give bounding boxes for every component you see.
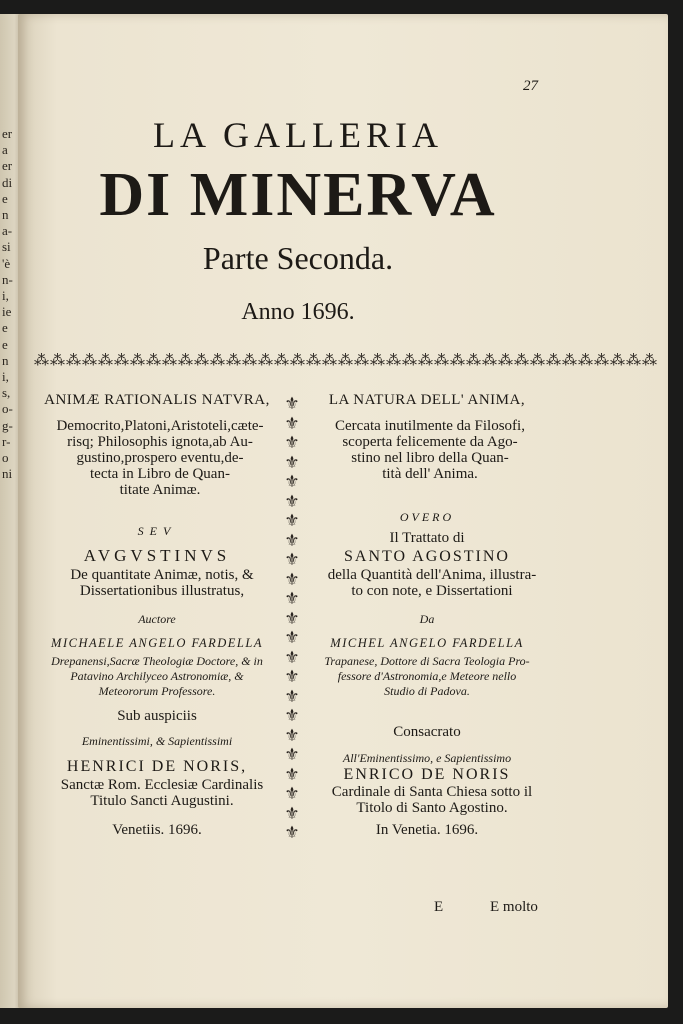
italian-imprint: In Venetia. 1696. xyxy=(375,822,479,838)
fleuron-icon: ⚜ xyxy=(284,667,300,686)
italian-body-line: scoperta felicemente da Ago- xyxy=(342,434,518,450)
fleuron-icon: ⚜ xyxy=(284,784,300,803)
left-page-fragment: e xyxy=(2,190,8,206)
fleuron-icon: ⚜ xyxy=(284,706,300,725)
fleuron-icon: ⚜ xyxy=(284,569,300,589)
italian-body-line: stino nel libro della Quan- xyxy=(351,450,509,466)
title-line-1: LA GALLERIA xyxy=(153,115,443,155)
latin-author-desc-line: Drepanensi,Sacræ Theologiæ Doctore, & in xyxy=(51,654,263,668)
page-number: 27 xyxy=(523,78,538,94)
year-line: Anno 1696. xyxy=(241,299,355,325)
left-page-fragment: i, xyxy=(2,288,9,303)
left-page-fragment: si xyxy=(2,239,11,255)
italian-body-line: tità dell' Anima. xyxy=(382,466,478,482)
left-page-fragment: er xyxy=(2,126,13,141)
fleuron-icon: ⚜ xyxy=(284,452,300,472)
italian-patron-title-line: Cardinale di Santa Chiesa sotto il xyxy=(331,784,533,800)
italian-consacrato: Consacrato xyxy=(393,724,461,740)
latin-author: MICHAELE ANGELO FARDELLA xyxy=(51,636,263,650)
latin-body-line: tecta in Libro de Quan- xyxy=(90,466,230,482)
latin-body-line: gustino,prospero eventu,de- xyxy=(76,450,244,466)
latin-patron-title-line: Sanctæ Rom. Ecclesiæ Cardinalis xyxy=(60,777,264,793)
left-page-fragment: i, xyxy=(2,369,9,384)
fleuron-icon: ⚜ xyxy=(284,647,300,667)
fleuron-icon: ⚜ xyxy=(284,686,300,706)
latin-patron: HENRICI DE NORIS, xyxy=(66,758,248,775)
italian-overo: OVERO xyxy=(399,510,455,524)
latin-body xyxy=(40,418,280,498)
left-page-fragment: 'è xyxy=(2,255,11,271)
left-page-fragment: e xyxy=(2,336,8,352)
latin-treatise xyxy=(36,567,288,599)
italian-treatise-line: della Quantità dell'Anima, illustra- xyxy=(327,567,537,583)
italian-treatise xyxy=(306,567,558,599)
latin-name: AVGVSTINVS xyxy=(83,546,231,565)
left-page-fragment: o- xyxy=(2,401,13,417)
ornament-band: ⁂⁂⁂⁂⁂⁂⁂⁂⁂⁂⁂⁂⁂⁂⁂⁂⁂⁂⁂⁂⁂⁂⁂⁂⁂⁂⁂⁂⁂⁂⁂⁂⁂⁂⁂⁂⁂⁂⁂ xyxy=(34,353,658,369)
latin-body-line: Democrito,Platoni,Aristoteli,cæte- xyxy=(56,418,264,434)
left-page-fragment: a xyxy=(2,142,8,158)
fleuron-icon: ⚜ xyxy=(284,823,300,842)
italian-da: Da xyxy=(419,612,435,626)
italian-trattato: Il Trattato di xyxy=(389,530,465,546)
latin-auctore: Auctore xyxy=(138,612,176,626)
latin-sub: Sub auspiciis xyxy=(117,708,197,724)
italian-author-desc xyxy=(300,654,554,699)
latin-treatise-line: Dissertationibus illustratus, xyxy=(79,583,245,599)
latin-author-desc-line: Patavino Archilyceo Astronomiæ, & xyxy=(70,669,244,683)
italian-author: MICHEL ANGELO FARDELLA xyxy=(330,636,524,650)
left-page-fragment: n- xyxy=(2,271,13,287)
left-page-fragment: er xyxy=(2,158,13,174)
italian-author-desc-line: fessore d'Astronomia,e Meteore nello xyxy=(337,669,517,683)
italian-body xyxy=(310,418,550,482)
latin-eminent: Eminentissimi, & Sapientissimi xyxy=(81,734,233,748)
fleuron-icon: ⚜ xyxy=(284,764,300,784)
left-page-fragment: n xyxy=(2,352,9,368)
latin-patron-title xyxy=(36,777,288,809)
latin-body-line: titate Animæ. xyxy=(119,482,201,498)
left-page-fragment: a- xyxy=(2,223,13,239)
latin-imprint: Venetiis. 1696. xyxy=(112,822,202,838)
italian-heading: LA NATURA DELL' ANIMA, xyxy=(328,392,526,408)
latin-patron-title-line: Titulo Sancti Augustini. xyxy=(90,793,234,809)
fleuron-icon: ⚜ xyxy=(284,530,300,550)
latin-author-desc-line: Meteororum Professore. xyxy=(98,684,216,698)
signature-mark: E xyxy=(434,899,444,915)
latin-body-line: risq; Philosophis ignota,ab Au- xyxy=(67,434,253,450)
italian-name: SANTO AGOSTINO xyxy=(344,548,510,565)
fleuron-icon: ⚜ xyxy=(284,472,300,491)
fleuron-icon: ⚜ xyxy=(284,433,300,452)
left-page-fragment: n xyxy=(2,207,9,222)
italian-eminent: All'Eminentissimo, e Sapientissimo xyxy=(342,751,512,765)
catchword: E molto xyxy=(490,899,538,915)
latin-heading: ANIMÆ RATIONALIS NATVRA, xyxy=(44,392,270,408)
latin-treatise-line: De quantitate Animæ, notis, & xyxy=(70,567,254,583)
title-line-2: DI MINERVA xyxy=(99,161,497,229)
left-page-fragment: r- xyxy=(2,433,11,449)
left-page-fragment: ni xyxy=(2,466,13,482)
fleuron-icon: ⚜ xyxy=(284,511,300,530)
fleuron-icon: ⚜ xyxy=(284,745,300,764)
italian-patron-title xyxy=(306,784,558,816)
italian-patron: ENRICO DE NORIS xyxy=(343,766,511,783)
latin-author-desc xyxy=(30,654,284,699)
italian-author-desc-line: Studio di Padova. xyxy=(384,684,470,698)
italian-body-line: Cercata inutilmente da Filosofi, xyxy=(335,418,525,434)
fleuron-icon: ⚜ xyxy=(284,413,300,433)
book-page xyxy=(18,14,668,1008)
italian-author-desc-line: Trapanese, Dottore di Sacra Teologia Pro- xyxy=(324,654,530,668)
fleuron-icon: ⚜ xyxy=(284,725,300,745)
left-page-fragment: o xyxy=(2,450,9,465)
fleuron-icon: ⚜ xyxy=(284,803,300,823)
italian-patron-title-line: Titolo di Santo Agostino. xyxy=(356,800,508,816)
left-page-fragment: ie xyxy=(2,304,12,320)
left-page-fragment: di xyxy=(2,174,13,190)
left-page-fragment: e xyxy=(2,320,8,336)
fleuron-icon: ⚜ xyxy=(284,628,300,647)
fleuron-icon: ⚜ xyxy=(284,550,300,569)
left-page-fragment: g- xyxy=(2,417,13,433)
fleuron-icon: ⚜ xyxy=(284,608,300,628)
fleuron-icon: ⚜ xyxy=(284,394,300,413)
left-page-fragment: s, xyxy=(2,385,11,401)
italian-treatise-line: to con note, e Dissertationi xyxy=(351,583,513,599)
subtitle: Parte Seconda. xyxy=(202,240,394,276)
latin-seu: SEV xyxy=(137,524,177,538)
fleuron-icon: ⚜ xyxy=(284,589,300,608)
fleuron-icon: ⚜ xyxy=(284,491,300,511)
